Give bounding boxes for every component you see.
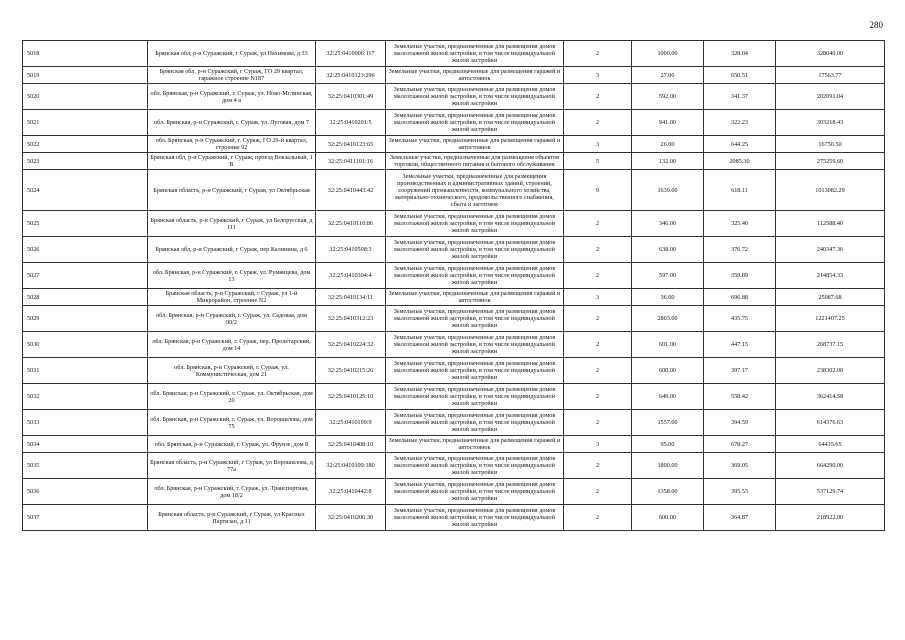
- land-use-cell: Земельные участки, предназначенные для размещения домов малоэтажной жилой застройки, в том числе индивидуальной жилой застройки: [386, 332, 564, 358]
- area-cell: 1358.00: [632, 479, 704, 505]
- rate-cell: 650.51: [704, 67, 776, 84]
- land-use-cell: Земельные участки, предназначенные для размещения домов малоэтажной жилой застройки, в том числе индивидуальной жилой застройки: [386, 306, 564, 332]
- table-row: [23, 237, 885, 263]
- land-use-cell: Земельные участки, предназначенные для размещения домов малоэтажной жилой застройки, в том числе индивидуальной жилой застройки: [386, 358, 564, 384]
- category-cell: 5: [564, 153, 632, 170]
- land-use-cell: Земельные участки, предназначенные для размещения домов малоэтажной жилой застройки, в том числе индивидуальной жилой застройки: [386, 384, 564, 410]
- category-cell: 2: [564, 453, 632, 479]
- row-number: 5037: [23, 505, 148, 531]
- row-number: 5027: [23, 263, 148, 289]
- area-cell: 132.00: [632, 153, 704, 170]
- area-cell: 26.00: [632, 136, 704, 153]
- land-use-cell: Земельные участки, предназначенные для размещения домов малоэтажной жилой застройки, в том числе индивидуальной жилой застройки: [386, 263, 564, 289]
- row-number: 5018: [23, 41, 148, 67]
- area-cell: 346.00: [632, 211, 704, 237]
- area-cell: 1557.00: [632, 410, 704, 436]
- cadastral-number-cell: 32:25:0410304:4: [316, 263, 386, 289]
- cadastral-number-cell: 32:25:0410109:9: [316, 410, 386, 436]
- land-use-cell: Земельные участки, предназначенные для размещения домов малоэтажной жилой застройки, в том числе индивидуальной жилой застройки: [386, 479, 564, 505]
- table-row: [23, 384, 885, 410]
- land-use-cell: Земельные участки, предназначенные для размещения производственных и административных зданий, строений, сооружений промышленности, коммунального хозяйства, материально-технического, продовольственного снабжения, сбыта и заготовок: [386, 170, 564, 211]
- category-cell: 3: [564, 136, 632, 153]
- category-cell: 2: [564, 332, 632, 358]
- category-cell: 2: [564, 41, 632, 67]
- table-row: [23, 436, 885, 453]
- address-cell: обл. Брянская, р-н Суражский, г. Сураж, ГО 29-й квартал, строение 92: [148, 136, 316, 153]
- category-cell: 2: [564, 479, 632, 505]
- address-cell: обл. Брянская, р-н Суражский, г. Сураж, ул. Румянцева, дом 13: [148, 263, 316, 289]
- rate-cell: 394.59: [704, 410, 776, 436]
- rate-cell: 397.17: [704, 358, 776, 384]
- address-cell: Брянская область, р-н Суражский, г Сураж, ул Ворошилова, д 77а: [148, 453, 316, 479]
- category-cell: 2: [564, 358, 632, 384]
- cadastral-value-cell: 268737.15: [776, 332, 885, 358]
- cadastral-number-cell: 32:25:0410110:86: [316, 211, 386, 237]
- address-cell: Брянская область, р-н Суражский, г Сураж, ул Октябрьская: [148, 170, 316, 211]
- row-number: 5020: [23, 84, 148, 110]
- page-number: 280: [869, 20, 883, 30]
- category-cell: 2: [564, 384, 632, 410]
- cadastral-number-cell: 32:25:0410443:42: [316, 170, 386, 211]
- cadastral-number-cell: 32:25:0410134:11: [316, 289, 386, 306]
- category-cell: 9: [564, 170, 632, 211]
- row-number: 5022: [23, 136, 148, 153]
- category-cell: 3: [564, 436, 632, 453]
- cadastral-value-cell: 112588.40: [776, 211, 885, 237]
- cadastral-number-cell: 32:25:0410206:30: [316, 505, 386, 531]
- cadastral-value-cell: 362414.58: [776, 384, 885, 410]
- table-row: [23, 67, 885, 84]
- rate-cell: 369.05: [704, 453, 776, 479]
- cadastral-number-cell: 32:25:0410123:296: [316, 67, 386, 84]
- cadastral-number-cell: 32:25:0410442:8: [316, 479, 386, 505]
- table-row: [23, 306, 885, 332]
- category-cell: 3: [564, 289, 632, 306]
- cadastral-value-cell: 25087.68: [776, 289, 885, 306]
- area-cell: 1639.00: [632, 170, 704, 211]
- table-row: [23, 170, 885, 211]
- table-row: [23, 84, 885, 110]
- address-cell: обл. Брянская, р-н Суражский, г. Сураж, ул. Садовая, дом 90/2: [148, 306, 316, 332]
- table-row: [23, 153, 885, 170]
- address-cell: обл. Брянская, р-н Суражский, г. Сураж, ул. Транспортная, дом 18/2: [148, 479, 316, 505]
- row-number: 5030: [23, 332, 148, 358]
- address-cell: Брянская обл, р-н Суражский, г Сураж, проезд Вокзальный, 1 В: [148, 153, 316, 170]
- category-cell: 2: [564, 84, 632, 110]
- cadastral-value-cell: 17563.77: [776, 67, 885, 84]
- rate-cell: 678.27: [704, 436, 776, 453]
- category-cell: 2: [564, 410, 632, 436]
- table-row: [23, 41, 885, 67]
- cadastral-value-cell: 664290.00: [776, 453, 885, 479]
- row-number: 5025: [23, 211, 148, 237]
- area-cell: 592.00: [632, 84, 704, 110]
- table-body: [23, 41, 885, 531]
- row-number: 5031: [23, 358, 148, 384]
- table-row: [23, 505, 885, 531]
- rate-cell: 447.15: [704, 332, 776, 358]
- cadastral-number-cell: 32:25:0410006:117: [316, 41, 386, 67]
- table-row: [23, 289, 885, 306]
- rate-cell: 395.53: [704, 479, 776, 505]
- cadastral-value-cell: 1013082.29: [776, 170, 885, 211]
- area-cell: 597.00: [632, 263, 704, 289]
- address-cell: Брянская обл, р-н Суражский, г Сураж, пер Калинина, д 6: [148, 237, 316, 263]
- rate-cell: 2085.30: [704, 153, 776, 170]
- land-use-cell: Земельные участки, предназначенные для размещения домов малоэтажной жилой застройки, в том числе индивидуальной жилой застройки: [386, 211, 564, 237]
- land-use-cell: Земельные участки, предназначенные для размещения домов малоэтажной жилой застройки, в том числе индивидуальной жилой застройки: [386, 237, 564, 263]
- cadastral-value-cell: 275259.60: [776, 153, 885, 170]
- cadastral-value-cell: 537129.74: [776, 479, 885, 505]
- table-row: [23, 479, 885, 505]
- category-cell: 2: [564, 211, 632, 237]
- cadastral-value-cell: 328040.00: [776, 41, 885, 67]
- row-number: 5035: [23, 453, 148, 479]
- land-use-cell: Земельные участки, предназначенные для размещения домов малоэтажной жилой застройки, в том числе индивидуальной жилой застройки: [386, 41, 564, 67]
- category-cell: 2: [564, 505, 632, 531]
- rate-cell: 328.04: [704, 41, 776, 67]
- cadastral-number-cell: 32:25:0410201:5: [316, 110, 386, 136]
- land-use-cell: Земельные участки, предназначенные для размещения домов малоэтажной жилой застройки, в том числе индивидуальной жилой застройки: [386, 84, 564, 110]
- area-cell: 27.00: [632, 67, 704, 84]
- row-number: 5029: [23, 306, 148, 332]
- table-row: [23, 453, 885, 479]
- table-row: [23, 263, 885, 289]
- cadastral-number-cell: 32:25:0410508:3: [316, 237, 386, 263]
- cadastral-value-cell: 218922.00: [776, 505, 885, 531]
- cadastral-number-cell: 32:25:0410312:23: [316, 306, 386, 332]
- area-cell: 2803.00: [632, 306, 704, 332]
- category-cell: 2: [564, 110, 632, 136]
- rate-cell: 341.37: [704, 84, 776, 110]
- cadastral-value-cell: 240347.36: [776, 237, 885, 263]
- rate-cell: 322.23: [704, 110, 776, 136]
- area-cell: 649.00: [632, 384, 704, 410]
- rate-cell: 696.88: [704, 289, 776, 306]
- address-cell: обл. Брянская, р-н Суражский, г. Сураж, ул. Ново-Мглинская, дом 4 а: [148, 84, 316, 110]
- cadastral-number-cell: 32:25:0410125:10: [316, 384, 386, 410]
- table-row: [23, 110, 885, 136]
- cadastral-value-cell: 16750.50: [776, 136, 885, 153]
- land-use-cell: Земельные участки, предназначенные для размещения домов малоэтажной жилой застройки, в том числе индивидуальной жилой застройки: [386, 110, 564, 136]
- row-number: 5032: [23, 384, 148, 410]
- cadastral-number-cell: 32:25:0410109:180: [316, 453, 386, 479]
- address-cell: Брянская обл, р-н Суражский, г Сураж, ул Нахимова, д 33: [148, 41, 316, 67]
- cadastral-value-cell: 202091.04: [776, 84, 885, 110]
- cadastral-number-cell: 32:25:0411101:16: [316, 153, 386, 170]
- row-number: 5033: [23, 410, 148, 436]
- rate-cell: 376.72: [704, 237, 776, 263]
- area-cell: 600.00: [632, 358, 704, 384]
- address-cell: обл. Брянская, р-н Суражский, г. Сураж, ул. Фрунзе, дом 8: [148, 436, 316, 453]
- rate-cell: 435.75: [704, 306, 776, 332]
- area-cell: 95.00: [632, 436, 704, 453]
- cadastral-table: [22, 40, 885, 531]
- row-number: 5036: [23, 479, 148, 505]
- land-use-cell: Земельные участки, предназначенные для размещения гаражей и автостоянок: [386, 436, 564, 453]
- address-cell: Брянская область, р-н Суражский, г Сураж, ул 1-й Микрорайон, строение N2: [148, 289, 316, 306]
- cadastral-value-cell: 214854.33: [776, 263, 885, 289]
- area-cell: 1000.00: [632, 41, 704, 67]
- cadastral-value-cell: 614376.63: [776, 410, 885, 436]
- land-use-cell: Земельные участки, предназначенные для размещения гаражей и автостоянок: [386, 136, 564, 153]
- rate-cell: 325.40: [704, 211, 776, 237]
- table-row: [23, 136, 885, 153]
- address-cell: обл. Брянская, р-н Суражский, г. Сураж, ул. Луговая, дом 7: [148, 110, 316, 136]
- address-cell: Брянская область, р-н Суражский, г Сураж, ул Красных Партизан, д 11: [148, 505, 316, 531]
- cadastral-number-cell: 32:25:0410215:26: [316, 358, 386, 384]
- cadastral-number-cell: 32:25:0410123:65: [316, 136, 386, 153]
- land-use-cell: Земельные участки, предназначенные для размещения объектов торговли, общественного питания и бытового обслуживания: [386, 153, 564, 170]
- table-row: [23, 410, 885, 436]
- area-cell: 601.00: [632, 332, 704, 358]
- table-row: [23, 211, 885, 237]
- cadastral-value-cell: 303218.43: [776, 110, 885, 136]
- land-use-cell: Земельные участки, предназначенные для размещения домов малоэтажной жилой застройки, в том числе индивидуальной жилой застройки: [386, 410, 564, 436]
- land-use-cell: Земельные участки, предназначенные для размещения домов малоэтажной жилой застройки, в том числе индивидуальной жилой застройки: [386, 453, 564, 479]
- cadastral-value-cell: 64435.65: [776, 436, 885, 453]
- area-cell: 1800.00: [632, 453, 704, 479]
- address-cell: обл. Брянская, р-н Суражский, г. Сураж, ул. Ворошилова, дом 75: [148, 410, 316, 436]
- area-cell: 600.00: [632, 505, 704, 531]
- category-cell: 3: [564, 67, 632, 84]
- category-cell: 2: [564, 263, 632, 289]
- rate-cell: 558.42: [704, 384, 776, 410]
- cadastral-value-cell: 238302.00: [776, 358, 885, 384]
- rate-cell: 644.25: [704, 136, 776, 153]
- cadastral-number-cell: 32:25:0410408:10: [316, 436, 386, 453]
- land-use-cell: Земельные участки, предназначенные для размещения гаражей и автостоянок: [386, 289, 564, 306]
- cadastral-number-cell: 32:25:0410224:32: [316, 332, 386, 358]
- cadastral-value-cell: 1221407.25: [776, 306, 885, 332]
- row-number: 5024: [23, 170, 148, 211]
- land-use-cell: Земельные участки, предназначенные для размещения гаражей и автостоянок: [386, 67, 564, 84]
- cadastral-number-cell: 32:25:0410301:49: [316, 84, 386, 110]
- area-cell: 36.00: [632, 289, 704, 306]
- row-number: 5026: [23, 237, 148, 263]
- address-cell: обл. Брянская, р-н Суражский, г. Сураж, пер. Пролетарский, дом 14: [148, 332, 316, 358]
- row-number: 5028: [23, 289, 148, 306]
- area-cell: 638.00: [632, 237, 704, 263]
- table-row: [23, 332, 885, 358]
- land-use-cell: Земельные участки, предназначенные для размещения домов малоэтажной жилой застройки, в том числе индивидуальной жилой застройки: [386, 505, 564, 531]
- row-number: 5023: [23, 153, 148, 170]
- row-number: 5019: [23, 67, 148, 84]
- rate-cell: 618.11: [704, 170, 776, 211]
- table-row: [23, 358, 885, 384]
- row-number: 5034: [23, 436, 148, 453]
- rate-cell: 359.89: [704, 263, 776, 289]
- address-cell: обл. Брянская, р-н Суражский, г. Сураж, ул. Октябрьская, дом 20: [148, 384, 316, 410]
- rate-cell: 364.87: [704, 505, 776, 531]
- address-cell: Брянская область, р-н Суражский, г Сураж, ул Белорусская, д 111: [148, 211, 316, 237]
- address-cell: обл. Брянская, р-н Суражский, г. Сураж, ул. Коммунистическая, дом 21: [148, 358, 316, 384]
- row-number: 5021: [23, 110, 148, 136]
- address-cell: Брянская обл, р-н Суражский, г Сураж, ГО 29 квартал, гаражное строение N187: [148, 67, 316, 84]
- category-cell: 2: [564, 306, 632, 332]
- category-cell: 2: [564, 237, 632, 263]
- area-cell: 941.00: [632, 110, 704, 136]
